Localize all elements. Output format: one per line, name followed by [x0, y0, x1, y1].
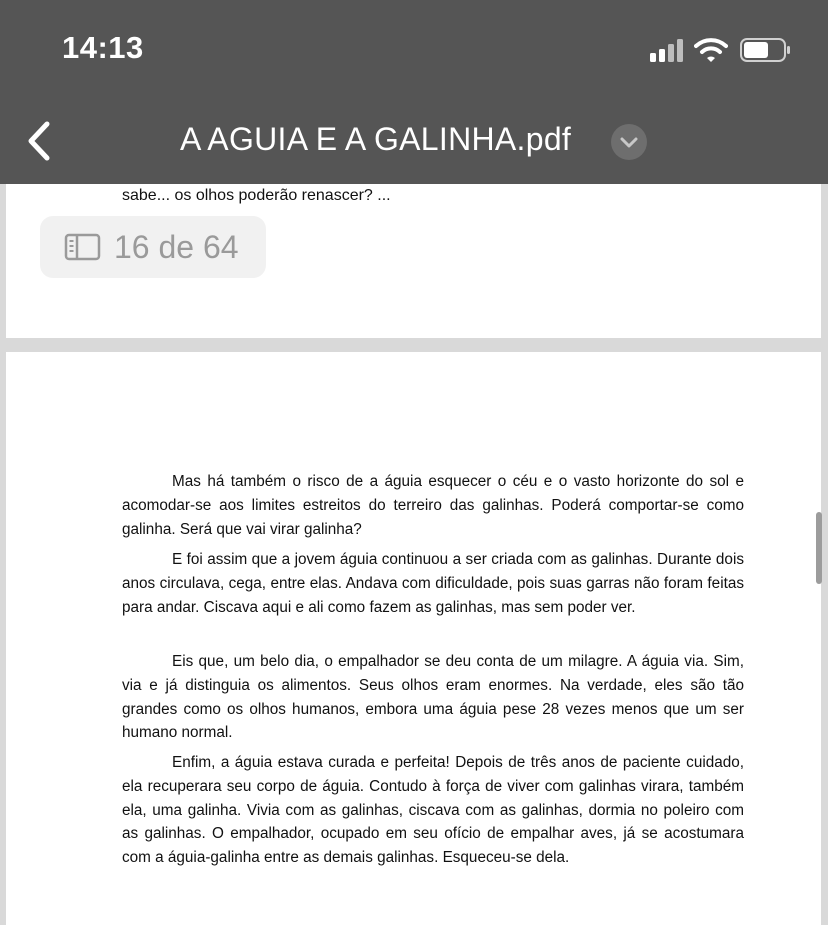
page-indicator[interactable]	[40, 216, 266, 278]
signal-bars-icon	[650, 38, 686, 62]
paragraph: Eis que, um belo dia, o empalhador se deu conta de um milagre. A águia via. Sim, via e já distinguia os alimentos. Seus olhos eram enormes. Na verdade, eles são tão grandes como os olhos humanos, embora uma águia pese 28 vezes menos que um ser humano normal.	[122, 653, 744, 742]
wifi-icon	[694, 36, 728, 64]
pdf-page-current	[6, 352, 821, 925]
paragraph: Mas há também o risco de a águia esquecer o céu e o vasto horizonte do sol e acomodar-se aos limites estreitos do terreiro das galinhas. Poderá comportar-se como galinha. Será que vai virar galinha?	[122, 473, 744, 538]
scrollbar[interactable]	[816, 512, 822, 584]
title-menu-button[interactable]	[611, 124, 647, 160]
chevron-left-icon	[16, 112, 66, 172]
paragraph: Enfim, a águia estava curada e perfeita! Depois de três anos de paciente cuidado, ela recuperara seu corpo de águia. Contudo à força de viver com galinhas virara, também ela, uma galinha. Vivia com as galinhas, ciscava com as galinhas, dormia no poleiro com as galinhas. O empalhador, ocupado em seu ofício de empalhar aves, já se acostumara com a águia-galinha entre as demais galinhas. Esqueceu-se dela.	[122, 754, 744, 867]
pdf-page-previous	[6, 184, 821, 338]
back-button[interactable]	[16, 112, 66, 172]
document-title[interactable]: A AGUIA E A GALINHA.pdf	[180, 121, 572, 157]
navigation-header	[0, 0, 828, 184]
battery-icon	[740, 38, 792, 62]
status-time: 14:13	[62, 30, 144, 65]
paragraph: E foi assim que a jovem águia continuou a ser criada com as galinhas. Durante dois anos circulava, cega, entre elas. Andava com dificuldade, pois suas garras não foram feitas para andar. Ciscava aqui e ali como fazem as galinhas, mas sem poder ver.	[122, 551, 744, 616]
page-indicator-text: 16 de 64	[114, 229, 239, 265]
chevron-down-icon	[611, 124, 647, 160]
page-text-line: sabe... os olhos poderão renascer? ...	[122, 187, 391, 204]
sidebar-icon	[64, 233, 101, 261]
